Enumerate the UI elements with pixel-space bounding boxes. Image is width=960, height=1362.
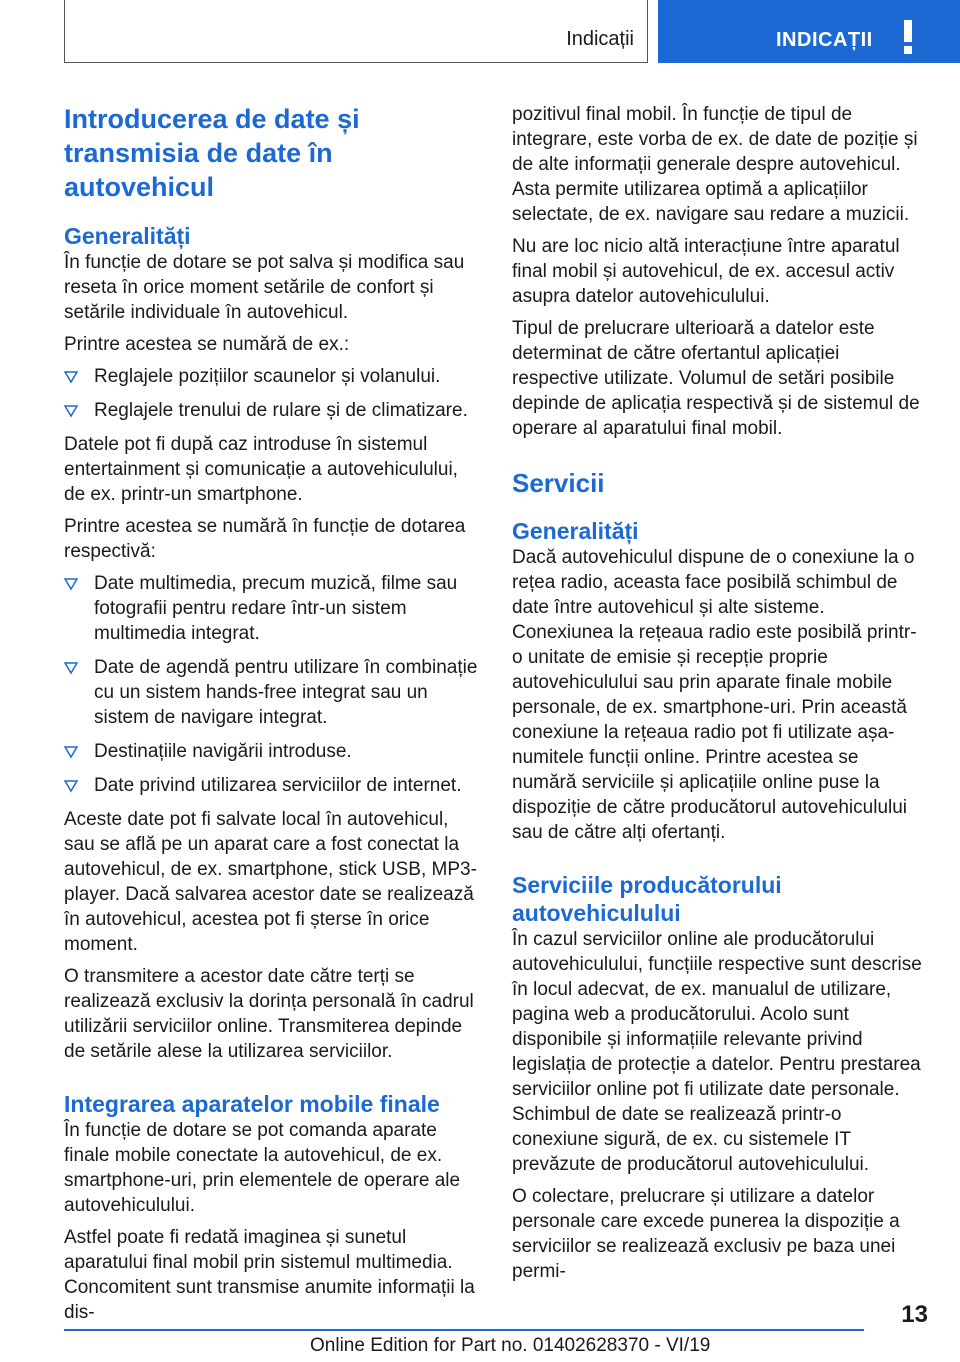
- left-column: [64, 102, 478, 1325]
- heading-general: Generalități: [512, 518, 639, 544]
- list-item: [64, 364, 478, 389]
- header-frame: [64, 0, 648, 63]
- heading-mobile-integration: Integrarea aparatelor mobile finale: [64, 1091, 440, 1117]
- paragraph: Astfel poate fi redată imaginea și sunetul aparatului final mobil prin sistemul multimedia. Concomitent sunt transmise anumite informații la dis-: [64, 1227, 475, 1323]
- page-number: 13: [901, 1301, 928, 1328]
- list-item-text: Destinațiile navigării introduse.: [94, 741, 352, 762]
- bullet-list: [64, 364, 478, 423]
- paragraph: Dacă autovehiculul dispune de o conexiune la o rețea radio, aceasta face posibilă schimbul de date între autovehicul și alte sisteme. Conexiunea la rețeaua radio este posibilă printr-o unitate de emisie și recepție proprie autovehiculului sau prin aparate finale mobile personale, de ex. smartphone-uri. Prin această conexiune la rețeaua radio pot fi utilizate așa-numitele funcții online. Printre acestea se numără serviciile și aplicațiile online puse la dispoziție de către producătorul autovehiculului sau de către alți ofertanți.: [512, 547, 917, 843]
- exclamation-icon: [900, 20, 916, 54]
- list-item: [64, 571, 478, 646]
- paragraph: pozitivul final mobil. În funcție de tipul de integrare, este vorba de ex. de date de poziție și de alte informații generale despre autovehicul. Asta permite utilizarea optimă a aplicațiilor selectate, de ex. navigare sau redare a muzicii.: [512, 104, 918, 225]
- paragraph: În funcție de dotare se pot comanda aparate finale mobile conectate la autovehicul, de ex. smartphone-uri, prin elementele de operare ale autovehiculului.: [64, 1120, 461, 1216]
- list-item-text: Reglajele pozițiilor scaunelor și volanului.: [94, 366, 441, 387]
- triangle-bullet-icon: [64, 370, 78, 384]
- list-item: [64, 739, 478, 764]
- list-item: [64, 398, 478, 423]
- paragraph: Aceste date pot fi salvate local în autovehicul, sau se află pe un aparat care a fost conectat la autovehicul, de ex. smartphone, stick USB, MP3-player. Dacă salvarea acestor date se realizează în autovehicul, acestea pot fi șterse în orice moment.: [64, 809, 477, 955]
- footer-divider: [64, 1329, 864, 1331]
- list-item: [64, 655, 478, 730]
- bullet-list: [64, 571, 478, 798]
- triangle-bullet-icon: [64, 661, 78, 675]
- heading-general: Generalități: [64, 223, 191, 249]
- paragraph: O colectare, prelucrare și utilizare a datelor personale care excede punerea la dispoziție a serviciilor se realizează exclusiv pe baza unei permi-: [512, 1186, 900, 1282]
- main-heading: Introducerea de date și transmisia de date în autovehicul: [64, 104, 360, 202]
- paragraph: Datele pot fi după caz introduse în sistemul entertainment și comunicație a autovehiculului, de ex. printr-un smartphone.: [64, 434, 458, 505]
- paragraph: Nu are loc nicio altă interacțiune între aparatul final mobil și autovehicul, de ex. accesul activ asupra datelor autovehiculului.: [512, 236, 900, 307]
- triangle-bullet-icon: [64, 745, 78, 759]
- paragraph: În funcție de dotare se pot salva și modifica sau reseta în orice moment setările de confort și setările individuale în autovehicul.: [64, 252, 465, 323]
- paragraph: O transmitere a acestor date către terți se realizează exclusiv la dorința personală în cadrul utilizării serviciilor online. Transmiterea depinde de setările alese la utilizarea serviciilor.: [64, 966, 474, 1062]
- paragraph: În cazul serviciilor online ale producătorului autovehiculului, funcțiile respective sunt descrise în locul adecvat, de ex. manualul de utilizare, pagina web a producătorului. Acolo sunt disponibile și informațiile relevante privind legislația de protecție a datelor. Pentru prestarea serviciilor online pot fi utilizate date personale. Schimbul de date se realizează printr-o conexiune sigură, de ex. cu sistemele IT prevăzute de producătorul autovehiculului.: [512, 929, 922, 1175]
- chapter-tab-title: INDICAȚII: [776, 29, 873, 51]
- triangle-bullet-icon: [64, 779, 78, 793]
- triangle-bullet-icon: [64, 577, 78, 591]
- heading-services: Servicii: [512, 468, 605, 498]
- right-column: [512, 102, 926, 1284]
- list-item: [64, 773, 478, 798]
- list-item-text: Reglajele trenului de rulare și de climatizare.: [94, 400, 468, 421]
- paragraph: Tipul de prelucrare ulterioară a datelor este determinat de către ofertantul aplicației respective utilizate. Volumul de setări posibile depinde de aplicația respectivă și de sistemul de operare al aparatului final mobil.: [512, 318, 920, 439]
- list-item-text: Date de agendă pentru utilizare în combinație cu un sistem hands-free integrat sau un sistem de navigare integrat.: [94, 657, 478, 728]
- triangle-bullet-icon: [64, 404, 78, 418]
- paragraph: Printre acestea se numără de ex.:: [64, 334, 350, 355]
- paragraph: Printre acestea se numără în funcție de dotarea respectivă:: [64, 516, 466, 562]
- list-item-text: Date privind utilizarea serviciilor de internet.: [94, 775, 462, 796]
- section-title: Indicații: [566, 28, 634, 50]
- edition-footer: Online Edition for Part no. 01402628370 - VI/19: [310, 1335, 711, 1356]
- heading-manufacturer-services: Serviciile producătorului autovehiculului: [512, 872, 782, 926]
- list-item-text: Date multimedia, precum muzică, filme sau fotografii pentru redare într-un sistem multimedia integrat.: [94, 573, 458, 644]
